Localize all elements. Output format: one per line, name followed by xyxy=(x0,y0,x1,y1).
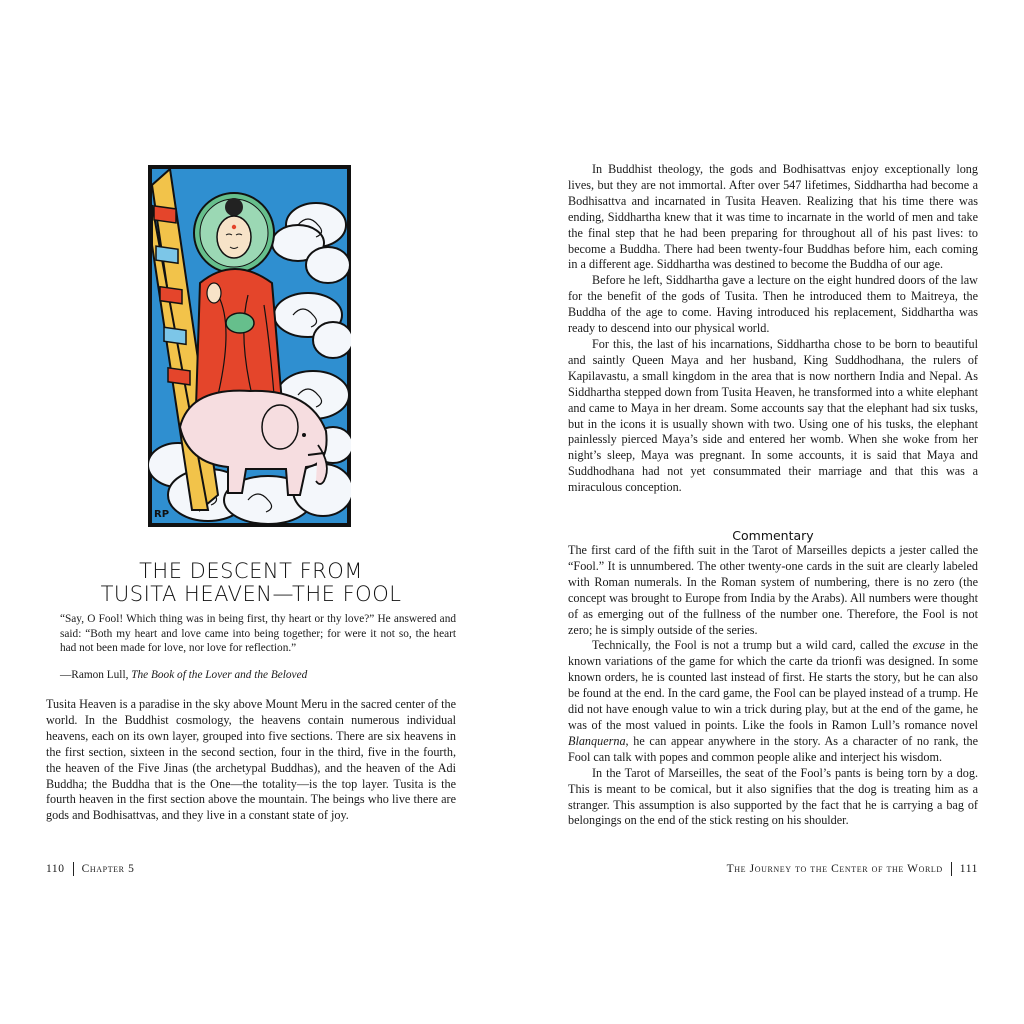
page-number: 110 xyxy=(46,863,65,875)
epigraph-quote: “Say, O Fool! Which thing was in being first, thy heart or thy love?” He answered and said: “Both my heart and love came into being together; for were it not so, the heart had not been made for love, nor love for reflection.” xyxy=(60,613,456,655)
right-body-text xyxy=(568,162,978,496)
running-head: Chapter 5 xyxy=(81,863,135,875)
page-number: 111 xyxy=(959,863,978,875)
commentary-paragraph: In the Tarot of Marseilles, the seat of the Fool’s pants is being torn by a dog. This is meant to be comical, but it also signifies that the dog is treating him as a stranger. This assumption is also supported by the fact that he is carrying a bag of belongings on the end of the stick resting on his shoulder. xyxy=(568,765,978,828)
chapter-title xyxy=(46,560,456,606)
italic-title: Blanquerna xyxy=(568,733,626,748)
running-head: The Journey to the Center of the World xyxy=(726,863,943,875)
commentary-text xyxy=(568,543,978,829)
chapter-title-line-2: TUSITA HEAVEN—THE FOOL xyxy=(100,582,402,606)
text-run: in the known variations of the game for which the carte da trionfi was designed. In some known orders, he is counted last instead of first. He starts the story, but he can also be found at the end. In the card game, the Fool can be played instead of a trump. He did not have enough value to win a trick during play, but at the end of the game, he was of the most valued in points. Like the fools in Ramon Lull’s romance novel xyxy=(568,638,978,732)
commentary-heading: Commentary xyxy=(732,528,814,543)
footer-divider xyxy=(951,862,952,876)
chapter-title-line-1: THE DESCENT FROM xyxy=(139,559,363,583)
attribution-author: —Ramon Lull, xyxy=(60,669,132,681)
text-run: , he can appear anywhere in the story. As a character of no rank, the Fool can talk with popes and common people alike and interject his wisdom. xyxy=(568,733,978,764)
commentary-paragraph: The first card of the fifth suit in the Tarot of Marseilles depicts a jester called the “Fool.” It is unnumbered. The other twenty-one cards in the suit are clearly labeled with Roman numerals. In the Roman system of numbering, there is no zero (the concept was brought to Europe from India by the Arabs). All numbers were thought of as emerging out of the fullness of the number one. Therefore, the Fool is not zero; he is simply outside of the series. xyxy=(568,543,978,637)
italic-term: excuse xyxy=(912,638,946,653)
epigraph xyxy=(60,612,456,656)
buddha-elephant-illustration xyxy=(148,165,351,527)
left-body-paragraph: Tusita Heaven is a paradise in the sky above Mount Meru in the sacred center of the world. In the Buddhist cosmology, the heavens contain numerous individual heavens, each on its own layer, grouped into five sections. There are six heavens in the first section, sixteen in the second section, four in the third, five in the fourth, the heaven of the Five Jinas (the archetypal Buddhas), and the heaven of the Adi Buddha; the Buddha that is the One—the totality—is the top layer. Tusita is the fourth heaven in the first section above the mountain. The beings who live there are gods and Bodhisattvas, and they live in a constant state of joy. xyxy=(46,697,456,823)
artist-signature: RP xyxy=(154,509,170,520)
left-body-text xyxy=(46,697,456,824)
right-footer xyxy=(727,862,978,876)
epigraph-attribution xyxy=(60,669,307,681)
body-paragraph: Before he left, Siddhartha gave a lecture on the eight hundred doors of the law for the benefit of the gods of Tusita. Then he introduced them to Maitreya, the Buddha of the age to come. Having introduced his replacement, Siddhartha was ready to descend into our physical world. xyxy=(568,273,978,336)
attribution-work: The Book of the Lover and the Beloved xyxy=(131,669,308,681)
commentary-paragraph xyxy=(568,638,978,765)
body-paragraph: For this, the last of his incarnations, Siddhartha chose to be born to beautiful and saintly Queen Maya and her husband, King Suddhodhana, the rulers of Kapilavastu, a small kingdom in the area that is now northern India and Nepal. As Siddhartha stepped down from Tusita Heaven, he transformed into a white elephant and came to Maya in her dream. Some accounts say that the elephant had six tusks, but in the icons it is usually shown with two. Using one of his tusks, the elephant painlessly pierced Maya’s side and entered her womb. When she woke from her night’s sleep, Maya was pregnant. In some accounts, it is said that Maya and Suddhodhana had not yet consummated their marriage and that this was a miraculous conception. xyxy=(568,336,978,495)
footer-divider xyxy=(73,862,74,876)
text-run: Technically, the Fool is not a trump but a wild card, called the xyxy=(592,638,913,653)
body-paragraph: In Buddhist theology, the gods and Bodhisattvas enjoy exceptionally long lives, but they are not immortal. After over 547 lifetimes, Siddhartha had become a Bodhisattva and incarnated in Tusita Heaven. Realizing that his time there was ending, Siddhartha knew that it was time to incarnate in the world of men and take the final step that he had been preparing for throughout all of his past lives: to become a Buddha. There had been twenty-four Buddhas before him, each coming in a different age. Siddhartha was destined to become the Buddha of our age. xyxy=(568,162,978,272)
left-footer xyxy=(46,862,134,876)
